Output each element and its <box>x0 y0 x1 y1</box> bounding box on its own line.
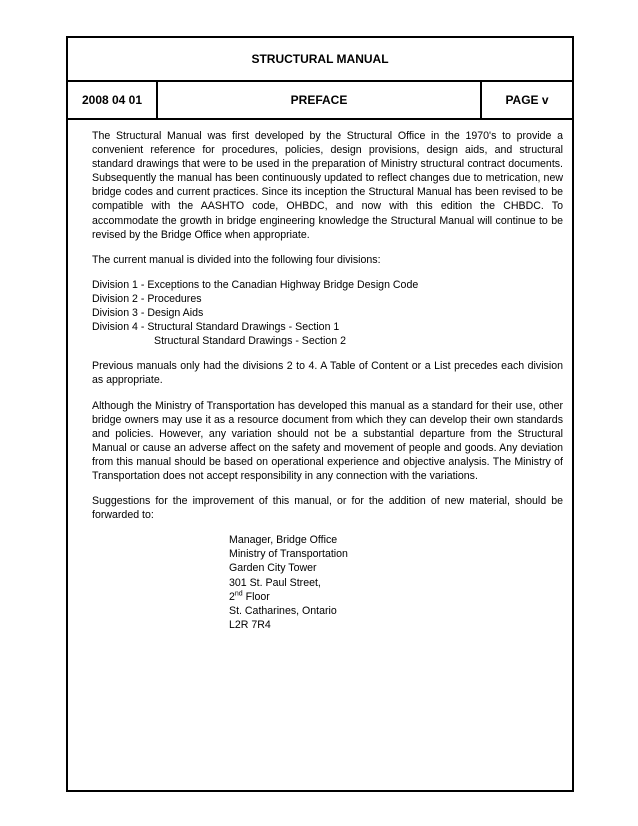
division-item: Division 3 - Design Aids <box>92 307 204 320</box>
division-item: Structural Standard Drawings - Section 2 <box>154 335 346 348</box>
floor-word: Floor <box>242 590 270 603</box>
address-line: 301 St. Paul Street, <box>229 576 321 589</box>
mailing-address <box>229 533 563 632</box>
floor-suffix: nd <box>234 590 243 598</box>
paragraph-suggestions: Suggestions for the improvement of this manual, or for the addition of new material, should be forwarded to: <box>92 495 563 522</box>
division-item: Division 2 - Procedures <box>92 292 202 305</box>
address-line: St. Catharines, Ontario <box>229 604 337 617</box>
section-title: PREFACE <box>290 93 348 107</box>
division-item: Division 4 - Structural Standard Drawings - Section 1 <box>92 321 340 334</box>
header-row <box>68 82 572 120</box>
page-number: PAGE v <box>480 82 572 118</box>
paragraph-other-owners: Although the Ministry of Transportation has developed this manual as a standard for their use, other bridge owners may use it as a resource document from which they can develop their own standards and policies. However, any variation should not be a substantial departure from the Structural Manual or cause an adverse affect on the safety and movement of people and goods. Any deviation from this manual should be based on operational experience and objective analysis. The Ministry of Transportation does not accept responsibility in any connection with the variations. <box>92 399 563 482</box>
preface-body <box>68 120 572 632</box>
address-floor-line <box>229 590 563 604</box>
paragraph-divisions-intro: The current manual is divided into the following four divisions: <box>92 253 381 266</box>
address-line: Ministry of Transportation <box>229 548 348 561</box>
address-line: L2R 7R4 <box>229 618 271 631</box>
divisions-list <box>92 278 563 348</box>
paragraph-previous-manuals: Previous manuals only had the divisions 2 to 4. A Table of Content or a List precedes each division as appropriate. <box>92 360 563 387</box>
floor-number: 2 <box>229 590 235 603</box>
manual-title: STRUCTURAL MANUAL <box>68 38 572 82</box>
address-line: Garden City Tower <box>229 562 317 575</box>
address-line: Manager, Bridge Office <box>229 534 338 547</box>
date-cell: 2008 04 01 <box>68 82 158 118</box>
paragraph-history: The Structural Manual was first developed by the Structural Office in the 1970's to provide a convenient reference for procedures, policies, design provisions, design aids, and structural standard drawings that were to be used in the preparation of Ministry structural contract documents. Subsequently the manual has been continuously updated to reflect changes due to metrication, new bridge codes and current practices. Since its inception the Structural Manual has been revised to be compatible with the AASHTO code, OHBDC, and now with this edition the CHBDC. To accommodate the growth in bridge engineering knowledge the Structural Manual will continue to be revised by the Bridge Office when appropriate. <box>92 130 563 241</box>
division-item: Division 1 - Exceptions to the Canadian Highway Bridge Design Code <box>92 278 419 291</box>
page-frame <box>66 36 574 792</box>
